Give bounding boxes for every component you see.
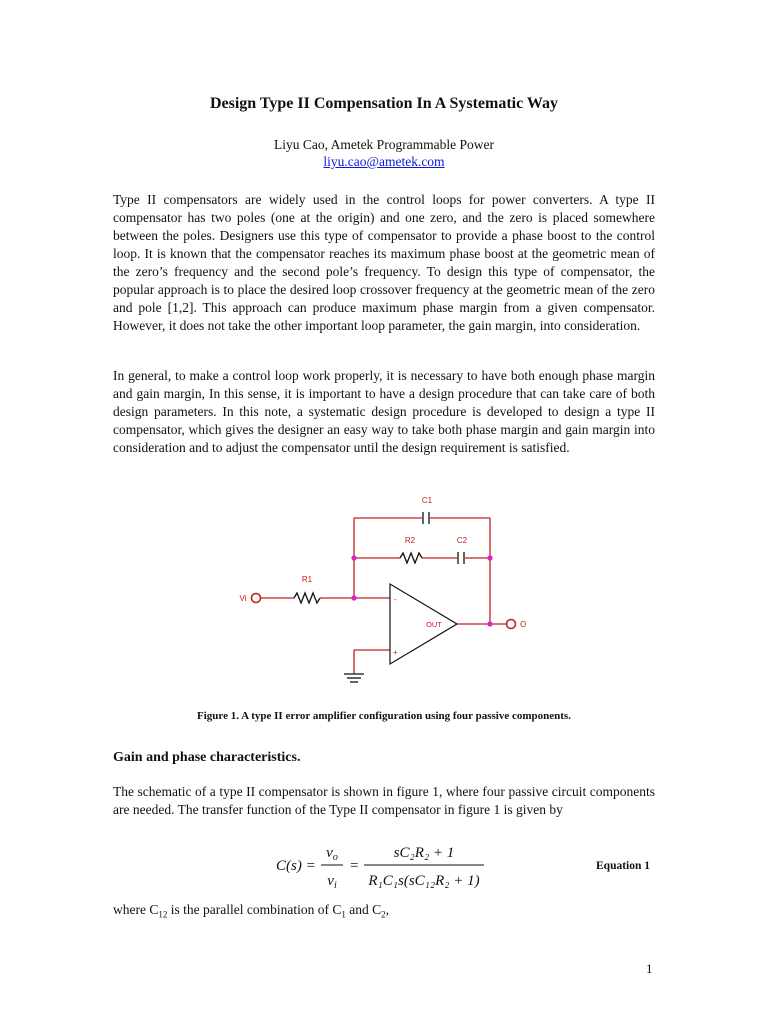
r2-label: R2 xyxy=(404,536,416,545)
junction-dot xyxy=(487,621,492,626)
c2-label: C2 xyxy=(456,536,468,545)
junction-dot xyxy=(351,555,356,560)
intro-paragraph-2: In general, to make a control loop work properly, it is necessary to have both enough phase margin and gain margin, In this sense, it is important to have a design procedure that can take care of both design parameters. In this note, a systematic design procedure is developed to design a type II compensator, which gives the designer an easy way to take both phase margin and gain margin into consideration and to adjust the compensator until the design requirement is satisfied. xyxy=(113,368,655,455)
vo-terminal xyxy=(507,620,516,629)
intro-paragraph-1: Type II compensators are widely used in the control loops for power converters. A type II compensator has two poles (one at the origin) and one zero, and the zero is placed somewhere between the poles. Designers use this type of compensator to provide a phase boost to the control loop. It is known that the compensator reaches its maximum phase boost at the geometric mean of the zero’s frequency and the second pole’s frequency. To design this type of compensator, the popular approach is to place the desired loop crossover frequency at the geometric mean of the zero and pole [1,2]. This approach can produce maximum phase margin from a given compensator. However, it does not take the other important loop parameter, the gain margin, into consideration. xyxy=(113,192,655,333)
r1-label: R1 xyxy=(301,575,313,584)
opamp-minus-label: - xyxy=(394,595,397,604)
opamp-symbol xyxy=(390,584,457,664)
page-number: 1 xyxy=(646,961,653,976)
junction-dot xyxy=(487,555,492,560)
vi-label: Vi xyxy=(239,594,247,603)
r1-resistor xyxy=(294,593,320,603)
equation-denominator: R₁C₁s(sC₁₂R₂ + 1) xyxy=(368,873,480,889)
vi-denominator: $v_i$ xyxy=(327,873,337,890)
section-heading: Gain and phase characteristics. xyxy=(113,750,301,765)
equation-lhs: C(s) = xyxy=(276,858,316,874)
author-line: Liyu Cao, Ametek Programmable Power xyxy=(273,137,495,152)
r2-resistor xyxy=(400,553,422,563)
opamp-out-label: OUT xyxy=(426,620,442,629)
vo-numerator: $v_o$ xyxy=(326,845,338,863)
equation-label: Equation 1 xyxy=(596,860,651,872)
equation-numerator: sC₂R₂ + 1 xyxy=(393,845,455,861)
parallel-combination-note: where $C_{12}$ is the parallel combination of $C_1$ and $C_2$, xyxy=(113,902,389,920)
equation-equals: = xyxy=(350,858,359,874)
transfer-function-equation xyxy=(276,840,491,890)
opamp-plus-label: + xyxy=(393,648,398,657)
junction-dot xyxy=(351,595,356,600)
figure-caption: Figure 1. A type II error amplifier configuration using four passive components. xyxy=(197,710,571,722)
author-email-link[interactable]: liyu.cao@ametek.com xyxy=(323,154,445,169)
vo-label: O xyxy=(520,620,527,629)
paper-title: Design Type II Compensation In A Systematic Way xyxy=(209,95,559,112)
c1-label: C1 xyxy=(421,496,433,505)
type-ii-compensator-schematic xyxy=(228,490,528,700)
schematic-paragraph: The schematic of a type II compensator is shown in figure 1, where four passive circuit components are needed. The transfer function of the Type II compensator in figure 1 is given by xyxy=(113,784,655,817)
vi-terminal xyxy=(252,594,261,603)
